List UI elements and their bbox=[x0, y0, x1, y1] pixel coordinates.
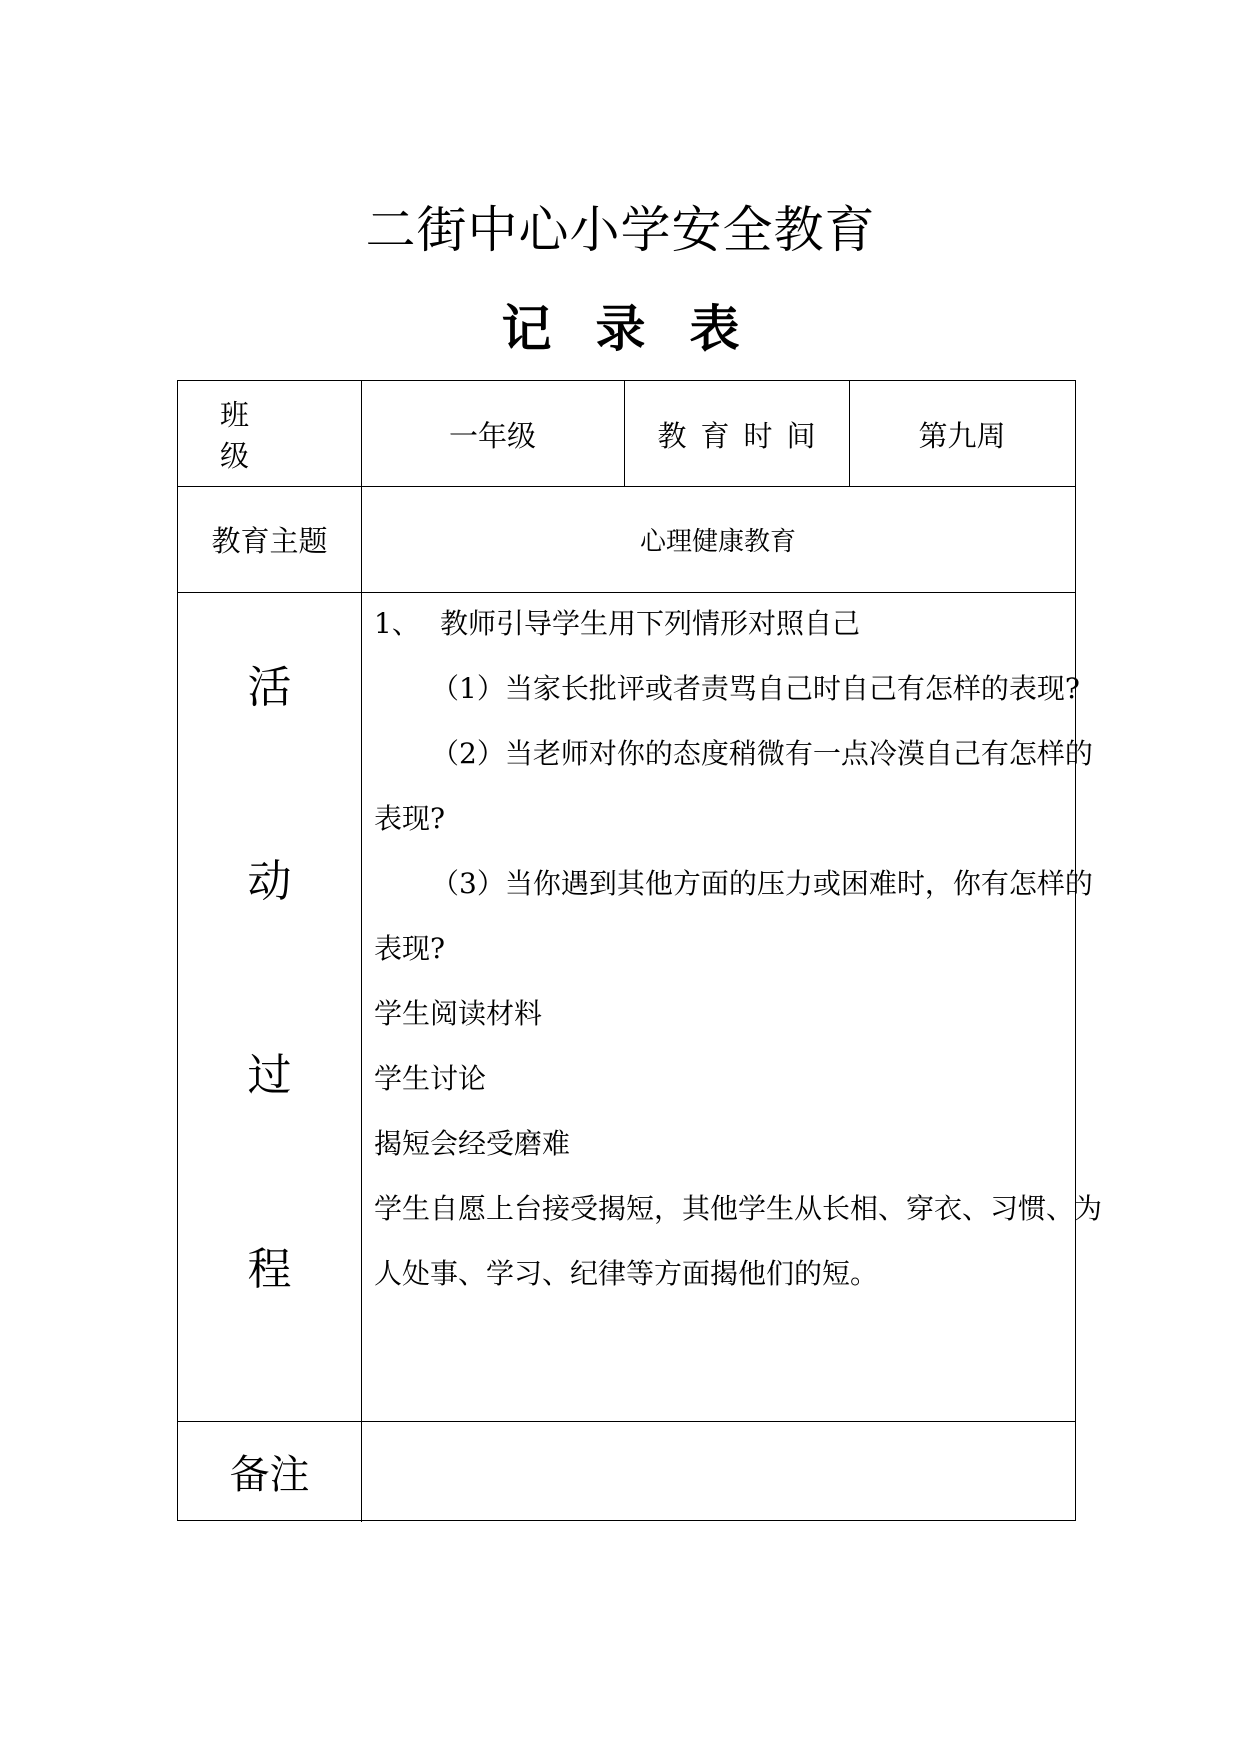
activity-line: 学生自愿上台接受揭短，其他学生从长相、穿衣、习惯、为 bbox=[374, 1192, 1103, 1225]
topic-value-cell bbox=[361, 487, 1075, 592]
topic-value: 心理健康教育 bbox=[639, 527, 796, 557]
activity-label-char: 活 bbox=[247, 662, 292, 713]
activity-line: 揭短会经受磨难 bbox=[374, 1127, 571, 1160]
record-table bbox=[177, 380, 1103, 1521]
time-label-cell bbox=[624, 381, 849, 487]
activity-label-char: 程 bbox=[247, 1244, 292, 1295]
time-value: 第九周 bbox=[918, 418, 1006, 453]
item-number: 1、 bbox=[374, 607, 420, 640]
remarks-label: 备注 bbox=[229, 1451, 310, 1498]
document-subtitle: 记录表 bbox=[501, 299, 784, 358]
item-text: 教师引导学生用下列情形对照自己 bbox=[440, 607, 861, 640]
class-value-cell bbox=[361, 381, 624, 487]
activity-line: 学生讨论 bbox=[374, 1062, 487, 1095]
remarks-label-cell bbox=[178, 1422, 361, 1520]
activity-line: （1）当家长批评或者责骂自己时自己有怎样的表现? bbox=[431, 672, 1080, 705]
remarks-value-cell bbox=[361, 1422, 1075, 1520]
time-label: 教育时间 bbox=[657, 418, 830, 453]
class-label: 班级 bbox=[220, 398, 292, 473]
activity-line: 学生阅读材料 bbox=[374, 997, 543, 1030]
topic-label: 教育主题 bbox=[211, 524, 328, 558]
activity-line: 表现? bbox=[374, 932, 446, 965]
document-title: 二街中心小学安全教育 bbox=[365, 201, 876, 259]
activity-label bbox=[178, 591, 361, 1495]
activity-content bbox=[374, 591, 1103, 1306]
topic-label-cell bbox=[178, 487, 361, 592]
class-value: 一年级 bbox=[448, 418, 536, 453]
time-value-cell bbox=[849, 381, 1075, 487]
activity-label-char: 过 bbox=[247, 1050, 292, 1101]
activity-line: （2）当老师对你的态度稍微有一点冷漠自己有怎样的 bbox=[431, 737, 1093, 770]
activity-line: 人处事、学习、纪律等方面揭他们的短。 bbox=[374, 1257, 879, 1290]
activity-item-heading bbox=[374, 591, 1064, 656]
activity-label-char: 动 bbox=[247, 856, 292, 907]
activity-line: （3）当你遇到其他方面的压力或困难时，你有怎样的 bbox=[431, 867, 1093, 900]
class-label-cell bbox=[178, 381, 361, 487]
activity-line: 表现? bbox=[374, 802, 446, 835]
